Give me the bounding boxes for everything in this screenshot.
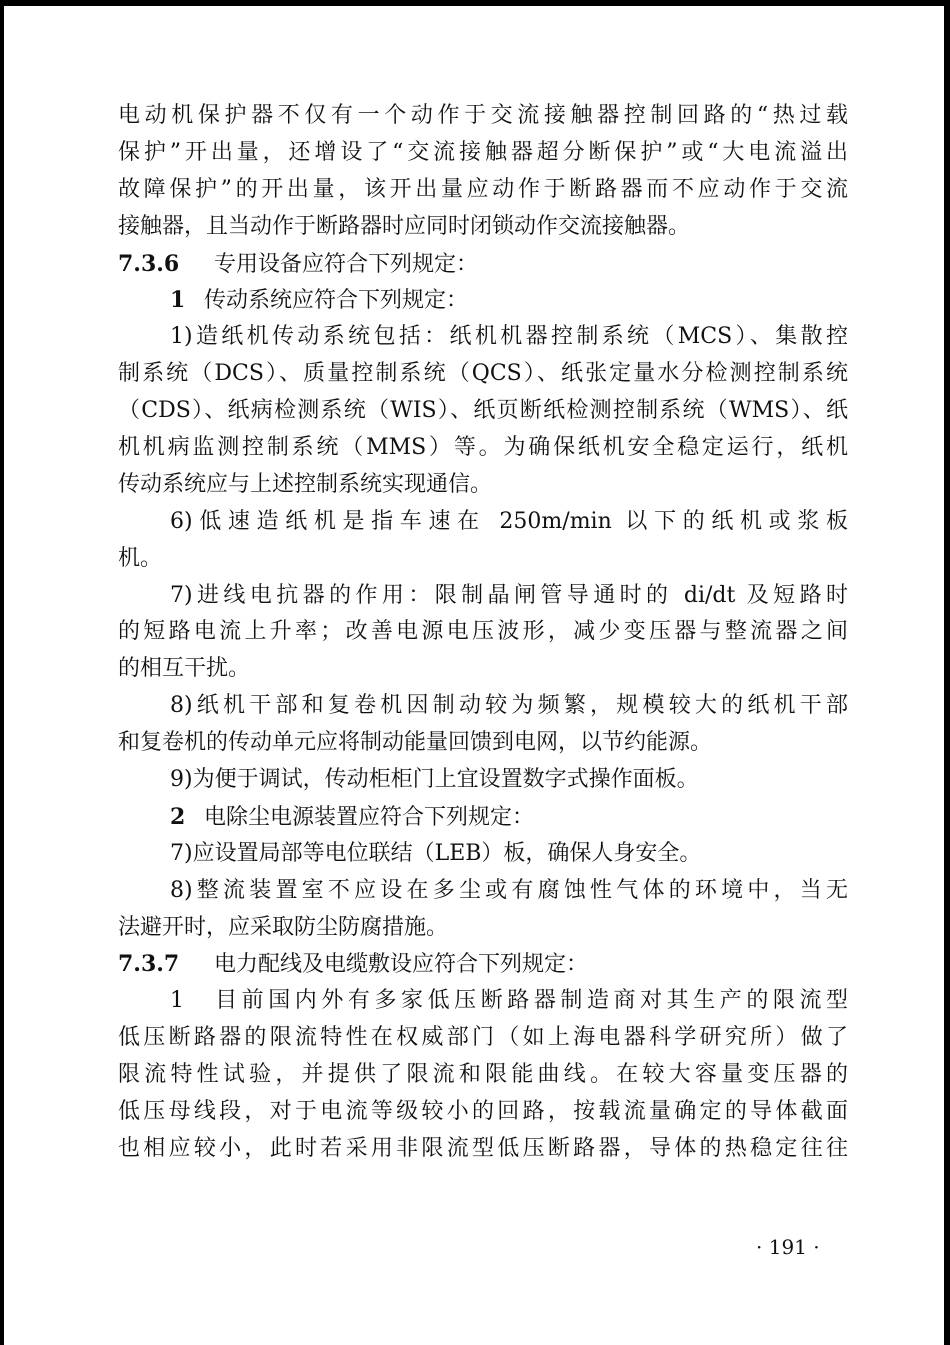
text-line: 1)造纸机传动系统包括：纸机机器控制系统（MCS）、集散控: [170, 324, 848, 350]
text-line: 也相应较小，此时若采用非限流型低压断路器，导体的热稳定往往: [118, 1135, 848, 1161]
item-title: 传动系统应符合下列规定：: [204, 288, 469, 314]
text-line: 1 目前国内外有多家低压断路器制造商对其生产的限流型: [170, 988, 848, 1014]
section-heading-7-3-6: [118, 246, 848, 283]
page-number: · 191 ·: [756, 1235, 820, 1259]
text-line: 的相互干扰。: [118, 656, 251, 682]
item-heading-2: [118, 799, 848, 836]
section-number: 7.3.7: [118, 951, 180, 978]
item-title: 电除尘电源装置应符合下列规定：: [204, 804, 535, 830]
scan-border-top: [0, 0, 950, 6]
text-line: 的短路电流上升率；改善电源电压波形，减少变压器与整流器之间: [118, 619, 848, 645]
text-line: 接触器，且当动作于断路器时应同时闭锁动作交流接触器。: [118, 213, 691, 239]
text-line: 制系统（DCS）、质量控制系统（QCS）、纸张定量水分检测控制系统: [118, 361, 848, 387]
text-line: 7)应设置局部等电位联结（LEB）板，确保人身安全。: [170, 840, 702, 866]
text-line: 限流特性试验，并提供了限流和限能曲线。在较大容量变压器的: [118, 1062, 848, 1088]
text-line: 机。: [118, 545, 163, 571]
item-number: 2: [170, 803, 186, 830]
scan-mark: [946, 540, 950, 558]
scan-border-right: [944, 0, 950, 1345]
text-line: 故障保护”的开出量，该开出量应动作于断路器而不应动作于交流: [118, 176, 848, 202]
text-line: 6)低速造纸机是指车速在 250m/min 以下的纸机或浆板: [170, 508, 848, 534]
section-title: 电力配线及电缆敷设应符合下列规定：: [214, 952, 589, 978]
text-line: 7)进线电抗器的作用：限制晶闸管导通时的 di/dt 及短路时: [170, 582, 848, 608]
scan-border-left: [0, 0, 4, 1345]
text-line: 低压断路器的限流特性在权威部门（如上海电器科学研究所）做了: [118, 1025, 848, 1051]
text-line: 8)纸机干部和复卷机因制动较为频繁，规模较大的纸机干部: [170, 693, 848, 719]
section-heading-7-3-7: [118, 946, 848, 983]
item-heading-1: [118, 282, 848, 319]
text-line: 和复卷机的传动单元应将制动能量回馈到电网，以节约能源。: [118, 730, 713, 756]
text-line: （CDS）、纸病检测系统（WIS）、纸页断纸检测控制系统（WMS）、纸: [118, 398, 848, 424]
section-number: 7.3.6: [118, 250, 180, 277]
text-line: 机机病监测控制系统（MMS）等。为确保纸机安全稳定运行，纸机: [118, 435, 848, 461]
text-line: 保护”开出量，还增设了“交流接触器超分断保护”或“大电流溢出: [118, 139, 848, 165]
text-line: 8)整流装置室不应设在多尘或有腐蚀性气体的环境中，当无: [170, 877, 848, 903]
page-body: [118, 98, 848, 1168]
item-number: 1: [170, 287, 186, 314]
text-line: 9)为便于调试，传动柜柜门上宜设置数字式操作面板。: [170, 767, 699, 793]
text-line: 电动机保护器不仅有一个动作于交流接触器控制回路的“热过载: [118, 103, 848, 128]
text-line: 法避开时，应采取防尘防腐措施。: [118, 914, 449, 940]
text-line: 传动系统应与上述控制系统实现通信。: [118, 471, 493, 497]
text-line: 低压母线段，对于电流等级较小的回路，按载流量确定的导体截面: [118, 1099, 848, 1125]
section-title: 专用设备应符合下列规定：: [214, 251, 479, 277]
